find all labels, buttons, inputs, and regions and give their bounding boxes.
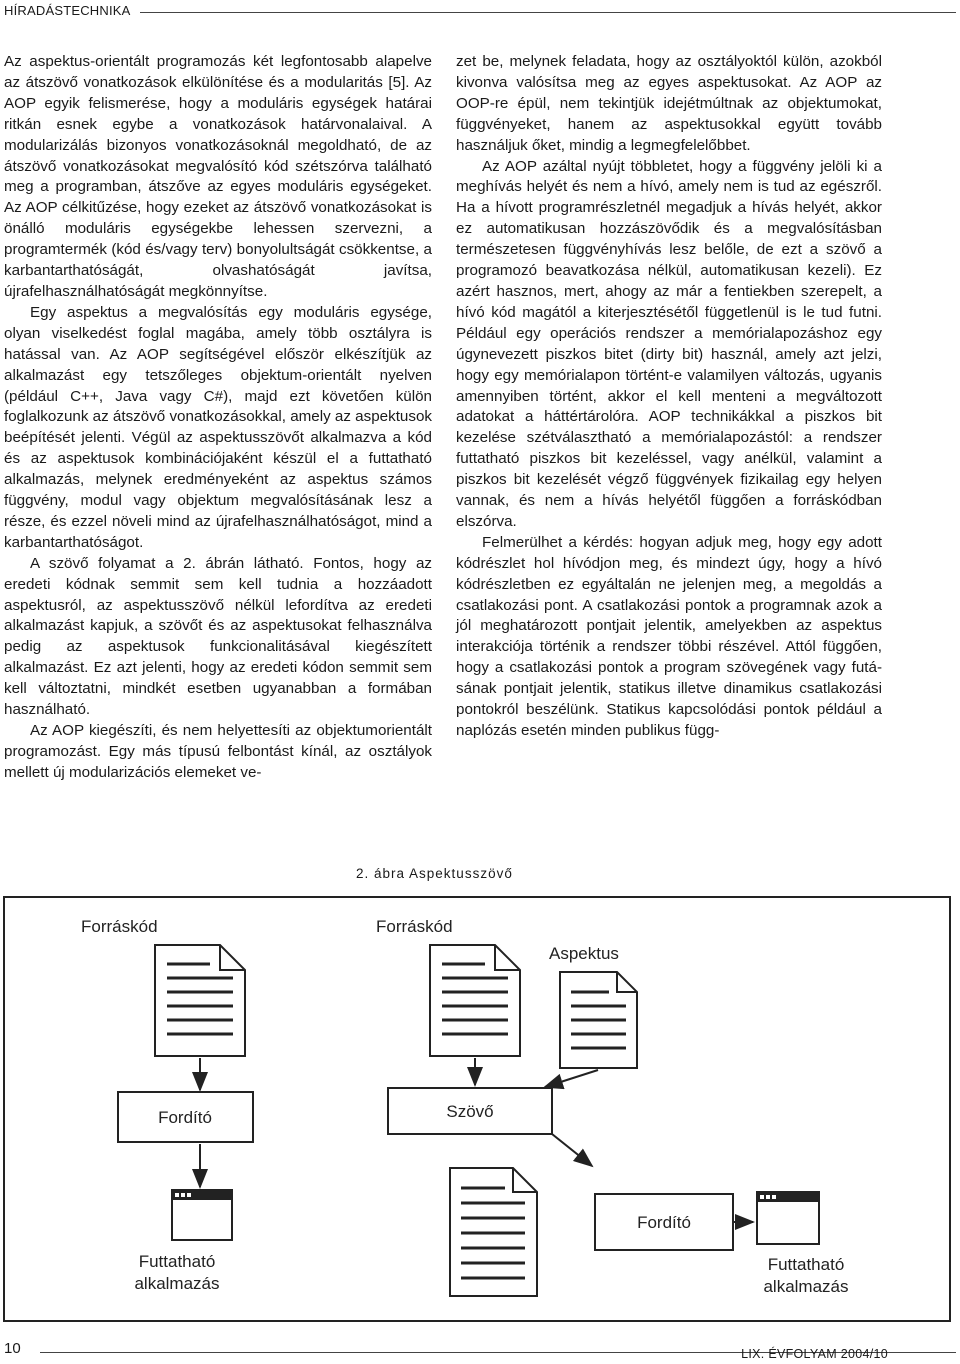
- paragraph: Az aspektus-orientált programozás két legfontosabb alapelve az átszövő vonatkozások elkülönítése és a modularitás [5]. Az AOP egyik felismerése, hogy a moduláris egységek határai ritkán esnek egybe a vonatkozások határvonalaival. A modularizálás bizonyos vonatkozásoknál megoldható, de az átszövő vonatkozásokat megvalósító kód szétszórva található meg a programban, átszőve az egyes moduláris egységeket. Az AOP célkitűzése, hogy ezeket az átszövő vonatkozásokat is önálló moduláris egységekbe lehessen szervezni, a programtermék (kód és/vagy terv) bonyolultságát csökkentse, a karbantarthatóságát, olvashatóságát javítsa, újrafelhasználhatóságát megkönnyítse.: [4, 53, 432, 300]
- running-header: [0, 0, 960, 24]
- left-output-label-line-1: Futtatható: [138, 1252, 216, 1271]
- aspect-document-icon: [560, 972, 637, 1068]
- weaver-label: Szövő: [446, 1102, 494, 1121]
- right-source-label: Forráskód: [376, 917, 453, 936]
- paragraph: A szövő folyamat a 2. ábrán látható. Fontos, hogy az eredeti kódnak semmit sem kell tudnia a hozzáadott aspektusról, az aspektusszövő nélkül lefordítva az eredeti alkalmazást kapjuk, a szövőt és az aspektusokat felhasználva pedig az aspektusok funkcionalitásával kiegészített alkalmazást. Ez azt jelenti, hogy az eredeti kódon semmit sem kell változtatni, mindkét esetben ugyanabban a formában használható.: [4, 554, 432, 719]
- right-output-label-line-2: alkalmazás: [763, 1277, 849, 1296]
- weaving-diagram: [5, 898, 949, 1320]
- page-number: 10: [4, 1340, 21, 1357]
- paragraph: Egy aspektus a megvalósítás egy moduláris egysége, olyan viselkedést foglal magába, amely több osztályra is hatással van. Az AOP segítségével először elkészítjük az alkalmazást egy tetszőleges objektum-orientált nyelven (például C++, Java vagy C#), majd ezt követően külön foglalkozunk az átszövő vonatkozásokkal, amely az aspektusok beépítését jelenti. Végül az aspektusszövőt alkalmazva a kód és az aspektusok kombinációjaként készül el a futtatható alkalmazás, melynek eredményeként az aspektus számos függvény, modul vagy objektum megvalósításának lesz a része, és ezzel növeli mind az újrafelhasználhatóságot, mind a karbantarthatóságot.: [4, 303, 433, 551]
- left-executable-window-icon: [172, 1190, 232, 1240]
- paragraph: Az AOP kiegészíti, és nem helyettesíti az objektumorientált programozást. Egy más típusú felbontást kínál, az osztályok mellett új modularizációs elemeket ve-: [4, 722, 432, 781]
- arrow-line: [545, 1070, 598, 1087]
- woven-source-document-icon: [450, 1168, 537, 1296]
- right-executable-window-icon: [757, 1192, 819, 1244]
- right-compiler-label: Fordító: [637, 1213, 691, 1232]
- compiler-label: Fordító: [158, 1108, 212, 1127]
- left-output-label-line-2: alkalmazás: [134, 1274, 220, 1293]
- right-output-label-line-1: Futtatható: [767, 1255, 845, 1274]
- paragraph: Az AOP azáltal nyújt többletet, hogy a függvény jelöli ki a meghívás helyét és nem a hívó, amely nem is tud az egészről. Ha a hívott programrészletnél megadjuk a hívás helyét, akkor ez automatikusan hozzászövődik és a megvalósításban természetesen függvényhívás lesz belőle, de ezt a szövő a programozó beavatkozása nélkül, automatikusan kezeli). Ez azért hasznos, mert, ahogy az már a fentiekben szerepelt, a hívó kód magától a kiterjesztésétől függetlenül is le tud futni. Például egy operációs rendszer a memórialapozáshoz egy úgynevezett piszkos bitet (dirty bit) használ, amely azt jelzi, hogy egy memórialapon történt-e valamilyen változás, ugyanis amennyiben történt, akkor el kell menteni a megváltozott adatokat a háttértárolóra. AOP technikákkal a piszkos bit kezelése szétválasztható a memórialapozástól: a rendszer futtatható piszkos bit kezeléssel, vagy anélkül, valamint a piszkos bit kezelését végző függvények fizikailag egy helyen vannak, és nem a hívás helyétől függően a forráskódban elszórva.: [456, 157, 882, 530]
- left-source-document-icon: [155, 945, 245, 1056]
- header-rule: [140, 12, 956, 13]
- right-source-document-icon: [430, 945, 520, 1056]
- figure-caption: 2. ábra Aspektusszövő: [356, 866, 513, 881]
- figure-frame: [3, 896, 951, 1322]
- paragraph: zet be, melynek feladata, hogy az osztályoktól külön, azokból kivonva valósítsa meg az egyes aspektusokat. Az AOP az OOP-re épül, nem tekintjük idejétmúltnak az objektumokat, függvényeket, hanem az aspektusokkal együtt tovább használjuk őket, mindig a legmegfelelőbbet.: [456, 53, 882, 154]
- left-column: [4, 52, 432, 784]
- arrow-line: [552, 1134, 592, 1166]
- aspect-label: Aspektus: [549, 944, 619, 963]
- left-source-label: Forráskód: [81, 917, 158, 936]
- paragraph: Felmerülhet a kérdés: hogyan adjuk meg, hogy egy adott kódrészlet hol hívódjon meg, és mindezt úgy, hogy a hívó kódrészletben ez egyáltalán ne jelenjen meg, a megoldás a csatlakozási pont. A csatlakozási pontok a programnak azok a jól meghatározott pontjait jelentik, amelyekben az aspektus interakciója történik a rendszer többi részével. Attól függően, hogy a csatlakozási pontok a program szövegének vagy futásának pontjait jelentik, statikus illetve dinamikus csatlakozási pontokról beszélünk. Statikus kapcsolódási pontok például a naplózás esetén minden publikus függ-: [456, 533, 882, 739]
- right-column: [456, 52, 882, 742]
- journal-title: HÍRADÁSTECHNIKA: [4, 3, 131, 18]
- volume-label: LIX. ÉVFOLYAM 2004/10: [741, 1347, 888, 1361]
